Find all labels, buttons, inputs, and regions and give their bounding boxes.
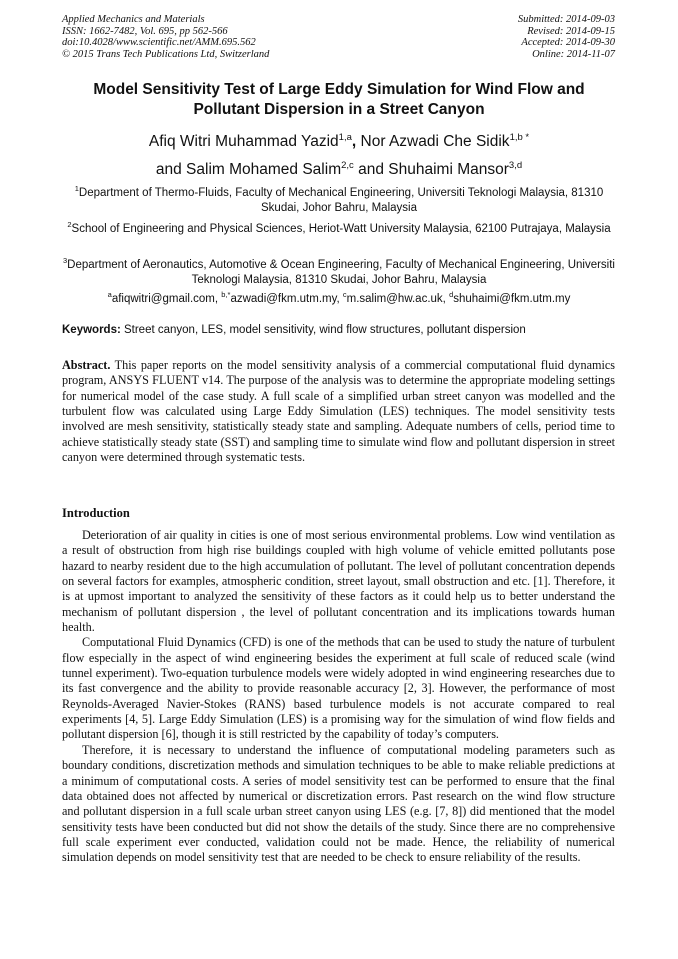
email-c: m.salim@hw.ac.uk, bbox=[346, 292, 450, 305]
author-line-1 bbox=[60, 126, 618, 154]
copyright-line: © 2015 Trans Tech Publications Ltd, Switzerland bbox=[62, 48, 270, 60]
paragraph: Therefore, it is necessary to understand the influence of computational modeling parameters such as boundary conditions, discretization methods and simulation techniques to be able to make reliable predictions at a minimum of computational costs. A series of model sensitivity test can be performed to ensure that the final data obtained does not affected by numerical or discretization errors. Past research on the wind flow structure and pollutant dispersion in a full scale urban street canyon using LES (e.g. [7, 8]) did mentioned that the model sensitivity tests have been conducted but did not show the details of the study. Since there are no comprehensive full scale experiment ever conducted, validation could not be made. Hence, the reliability of numerical simulation depends on model sensitivity test that are needed to be check to ensure reliability of the results. bbox=[62, 742, 615, 865]
author-name: Nor Azwadi Che Sidik bbox=[360, 133, 510, 151]
author-superscript: 3,d bbox=[508, 160, 523, 172]
abstract bbox=[62, 358, 615, 465]
title-line-2: Pollutant Dispersion in a Street Canyon bbox=[193, 101, 485, 118]
issn-line: ISSN: 1662-7482, Vol. 695, pp 562-566 bbox=[62, 25, 228, 37]
affiliation-1 bbox=[62, 181, 616, 216]
keywords-text: Street canyon, LES, model sensitivity, wind flow structures, pollutant dispersion bbox=[120, 324, 526, 336]
keywords bbox=[62, 323, 616, 338]
abstract-text: This paper reports on the model sensitivity analysis of a commercial computational fluid dynamics program, ANSYS FLUENT v14. The purpose of the analysis was to determine the appropriate modeling settings for numerical model of the case study. A full scale of a simplified urban street canyon was modelled and the turbulent flow was calculated using Large Eddy Simulation (LES) techniques. The model sensitivity tests involved are mesh sensitivity, statistically steady state and sampling. Adequate numbers of cells, period time to achieve statistically steady state (SST) and sampling time to simulate wind flow and pollutant dispersion in street canyon were determined through systematic tests. bbox=[62, 358, 615, 465]
author-line-2 bbox=[60, 154, 618, 182]
affiliation-number: 1 bbox=[74, 184, 79, 193]
affiliation-number: 2 bbox=[67, 220, 72, 229]
affiliation-2 bbox=[62, 217, 616, 237]
doi-line: doi:10.4028/www.scientific.net/AMM.695.562 bbox=[62, 37, 256, 48]
email-d: shuhaimi@fkm.utm.my bbox=[453, 292, 571, 305]
author-separator: , bbox=[351, 133, 361, 151]
author-superscript: 1,a bbox=[338, 132, 352, 143]
email-superscript: b,* bbox=[221, 290, 231, 299]
affiliation-text: School of Engineering and Physical Sciences, Heriot-Watt University Malaysia, 62100 Putrajaya, Malaysia bbox=[71, 222, 611, 235]
email-superscript: d bbox=[449, 290, 454, 299]
abstract-label: Abstract. bbox=[62, 358, 111, 372]
affiliation-text: Department of Thermo-Fluids, Faculty of Mechanical Engineering, Universiti Teknologi Malaysia, 81310 Skudai, Johor Bahru, Malaysia bbox=[78, 186, 604, 214]
author-name: Salim Mohamed Salim bbox=[186, 161, 342, 179]
author-list bbox=[60, 126, 618, 182]
author-superscript: 2,c bbox=[341, 160, 354, 172]
accepted-date: Accepted: 2014-09-30 bbox=[521, 37, 615, 48]
email-superscript: c bbox=[342, 290, 347, 299]
author-name: Afiq Witri Muhammad Yazid bbox=[148, 133, 339, 151]
author-conjunction: and bbox=[353, 161, 389, 179]
email-superscript: a bbox=[107, 290, 112, 299]
affiliation-3 bbox=[62, 253, 616, 288]
online-date: Online: 2014-11-07 bbox=[532, 48, 615, 60]
section-heading-introduction: Introduction bbox=[62, 506, 130, 520]
author-conjunction: and bbox=[155, 161, 187, 179]
affiliation-text: Department of Aeronautics, Automotive & Ocean Engineering, Faculty of Mechanical Engineering, Universiti Teknologi Malaysia, 81310 Skudai, Johor Bahru, Malaysia bbox=[67, 258, 615, 286]
paragraph: Computational Fluid Dynamics (CFD) is one of the methods that can be used to study the nature of turbulent flow especially in the aspect of wind engineering besides the experiment at full scale of reduced scale (wind tunnel experiment). Two-equation turbulence models were widely adopted in wind engineering researches due to its fast convergence and the ability to provide reasonable accuracy [2, 3]. However, the performance of most Reynolds-Averaged Navier-Stokes (RANS) based turbulence models is not accurate compared to real experiments [4, 5]. Large Eddy Simulation (LES) is a promising way for the simulation of wind flow fields and pollutant dispersion [6], though it is still restricted by the capability of today’s computers. bbox=[62, 635, 615, 742]
affiliation-number: 3 bbox=[63, 256, 68, 265]
author-superscript: 1,b * bbox=[509, 132, 530, 143]
email-a: afiqwitri@gmail.com, bbox=[111, 292, 222, 305]
journal-name: Applied Mechanics and Materials bbox=[62, 14, 205, 25]
introduction-body bbox=[62, 528, 615, 866]
author-name: Shuhaimi Mansor bbox=[388, 161, 509, 179]
email-b: azwadi@fkm.utm.my, bbox=[230, 292, 343, 305]
submission-dates bbox=[518, 14, 615, 60]
title-line-1: Model Sensitivity Test of Large Eddy Simulation for Wind Flow and bbox=[93, 81, 585, 98]
author-emails bbox=[62, 287, 616, 307]
keywords-label: Keywords: bbox=[62, 324, 121, 336]
paragraph: Deterioration of air quality in cities is one of most serious environmental problems. Low wind ventilation as a result of obstruction from high rise buildings coupled with high volume of vehicle emitted pollutants pose hazard to nearby resident due to the high accumulation of pollutant. The level of pollutant concentration depends on several factors for examples, atmospheric condition, street layout, small obstruction and etc. [1]. Therefore, it is at upmost important to analyzed the sensitivity of these factors as it could help us to better understand the mechanism of pollutant dispersion , the level of pollutant concentration and its implications towards human health. bbox=[62, 528, 615, 635]
submitted-date: Submitted: 2014-09-03 bbox=[517, 14, 615, 25]
revised-date: Revised: 2014-09-15 bbox=[527, 25, 615, 37]
paper-title bbox=[60, 80, 618, 120]
journal-info bbox=[62, 14, 269, 60]
